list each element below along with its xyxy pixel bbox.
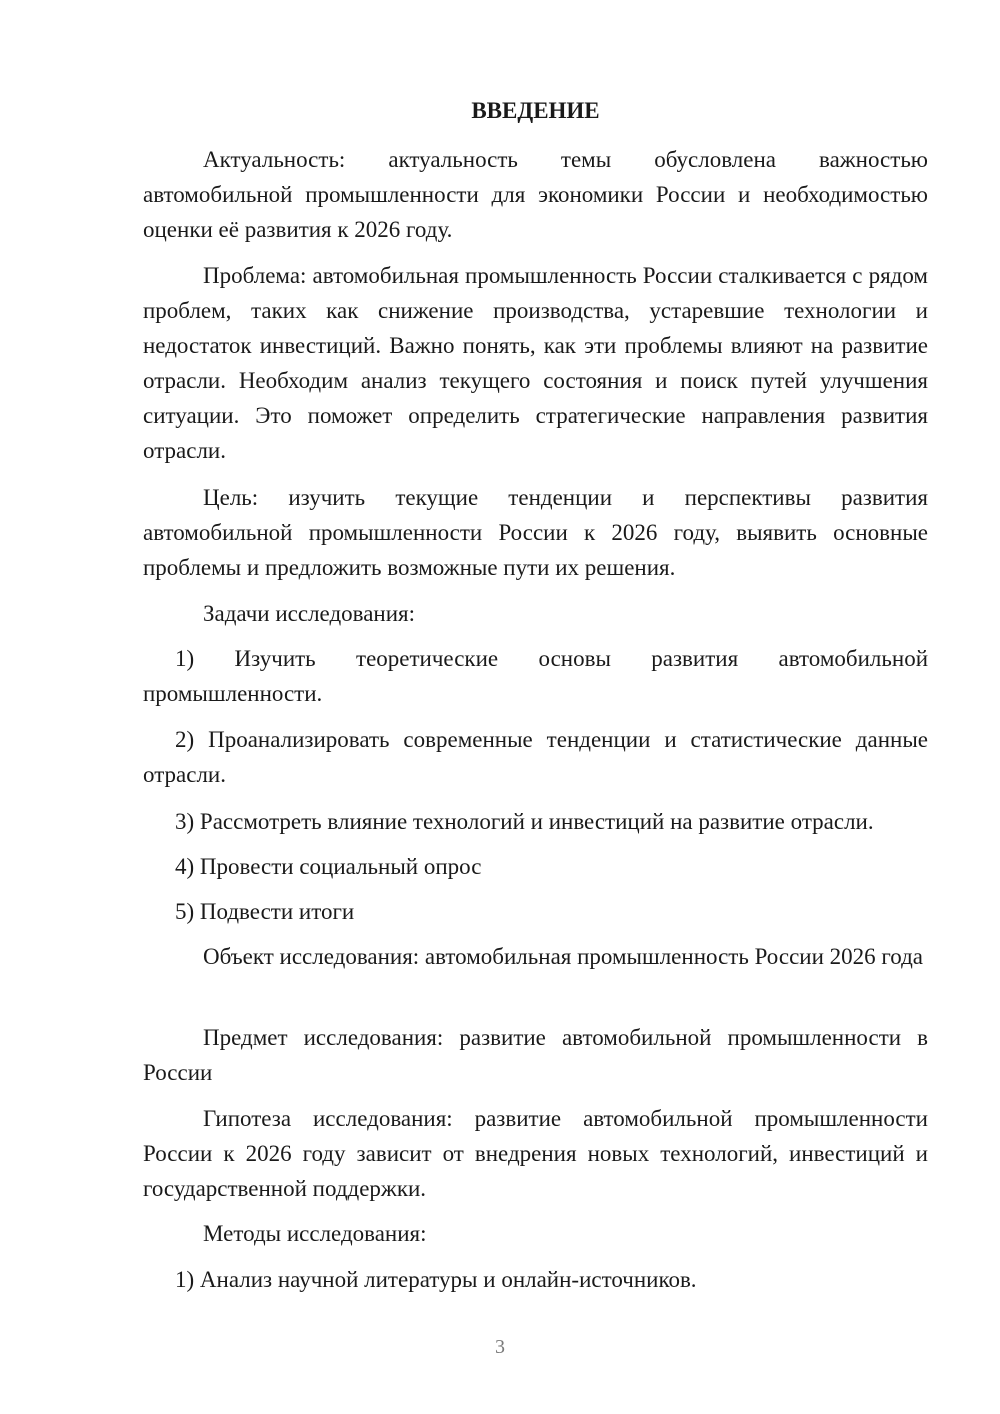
subject-paragraph: Предмет исследования: развитие автомобильной промышленности в России [143,1025,928,1085]
hypothesis-paragraph: Гипотеза исследования: развитие автомобильной промышленности России к 2026 году зависит от внедрения новых технологий, инвестиций и государственной поддержки. [143,1106,928,1201]
task-item-2: 2) Проанализировать современные тенденции и статистические данные отрасли. [143,727,928,787]
relevance-paragraph: Актуальность: актуальность темы обусловлена важностью автомобильной промышленности для экономики России и необходимостью оценки её развития к 2026 году. [143,147,928,242]
section-title: ВВЕДЕНИЕ [471,98,600,123]
task-item-4: 4) Провести социальный опрос [175,854,482,879]
tasks-heading: Задачи исследования: [203,601,416,626]
problem-paragraph: Проблема: автомобильная промышленность России сталкивается с рядом проблем, таких как снижение производства, устаревшие технологии и недостаток инвестиций. Важно понять, как эти проблемы влияют на развитие отрасли. Необходим анализ текущего состояния и поиск путей улучшения ситуации. Это поможет определить стратегические направления развития отрасли. [143,263,928,463]
object-paragraph: Объект исследования: автомобильная промышленность России 2026 года [203,944,924,969]
goal-paragraph: Цель: изучить текущие тенденции и перспективы развития автомобильной промышленности России к 2026 году, выявить основные проблемы и предложить возможные пути их решения. [143,485,928,580]
task-item-1: 1) Изучить теоретические основы развития автомобильной промышленности. [143,646,928,706]
method-item-1: 1) Анализ научной литературы и онлайн-источников. [175,1267,697,1292]
task-item-5: 5) Подвести итоги [175,899,355,924]
task-item-3: 3) Рассмотреть влияние технологий и инвестиций на развитие отрасли. [175,809,874,834]
page-number: 3 [495,1336,505,1358]
methods-heading: Методы исследования: [203,1221,427,1246]
